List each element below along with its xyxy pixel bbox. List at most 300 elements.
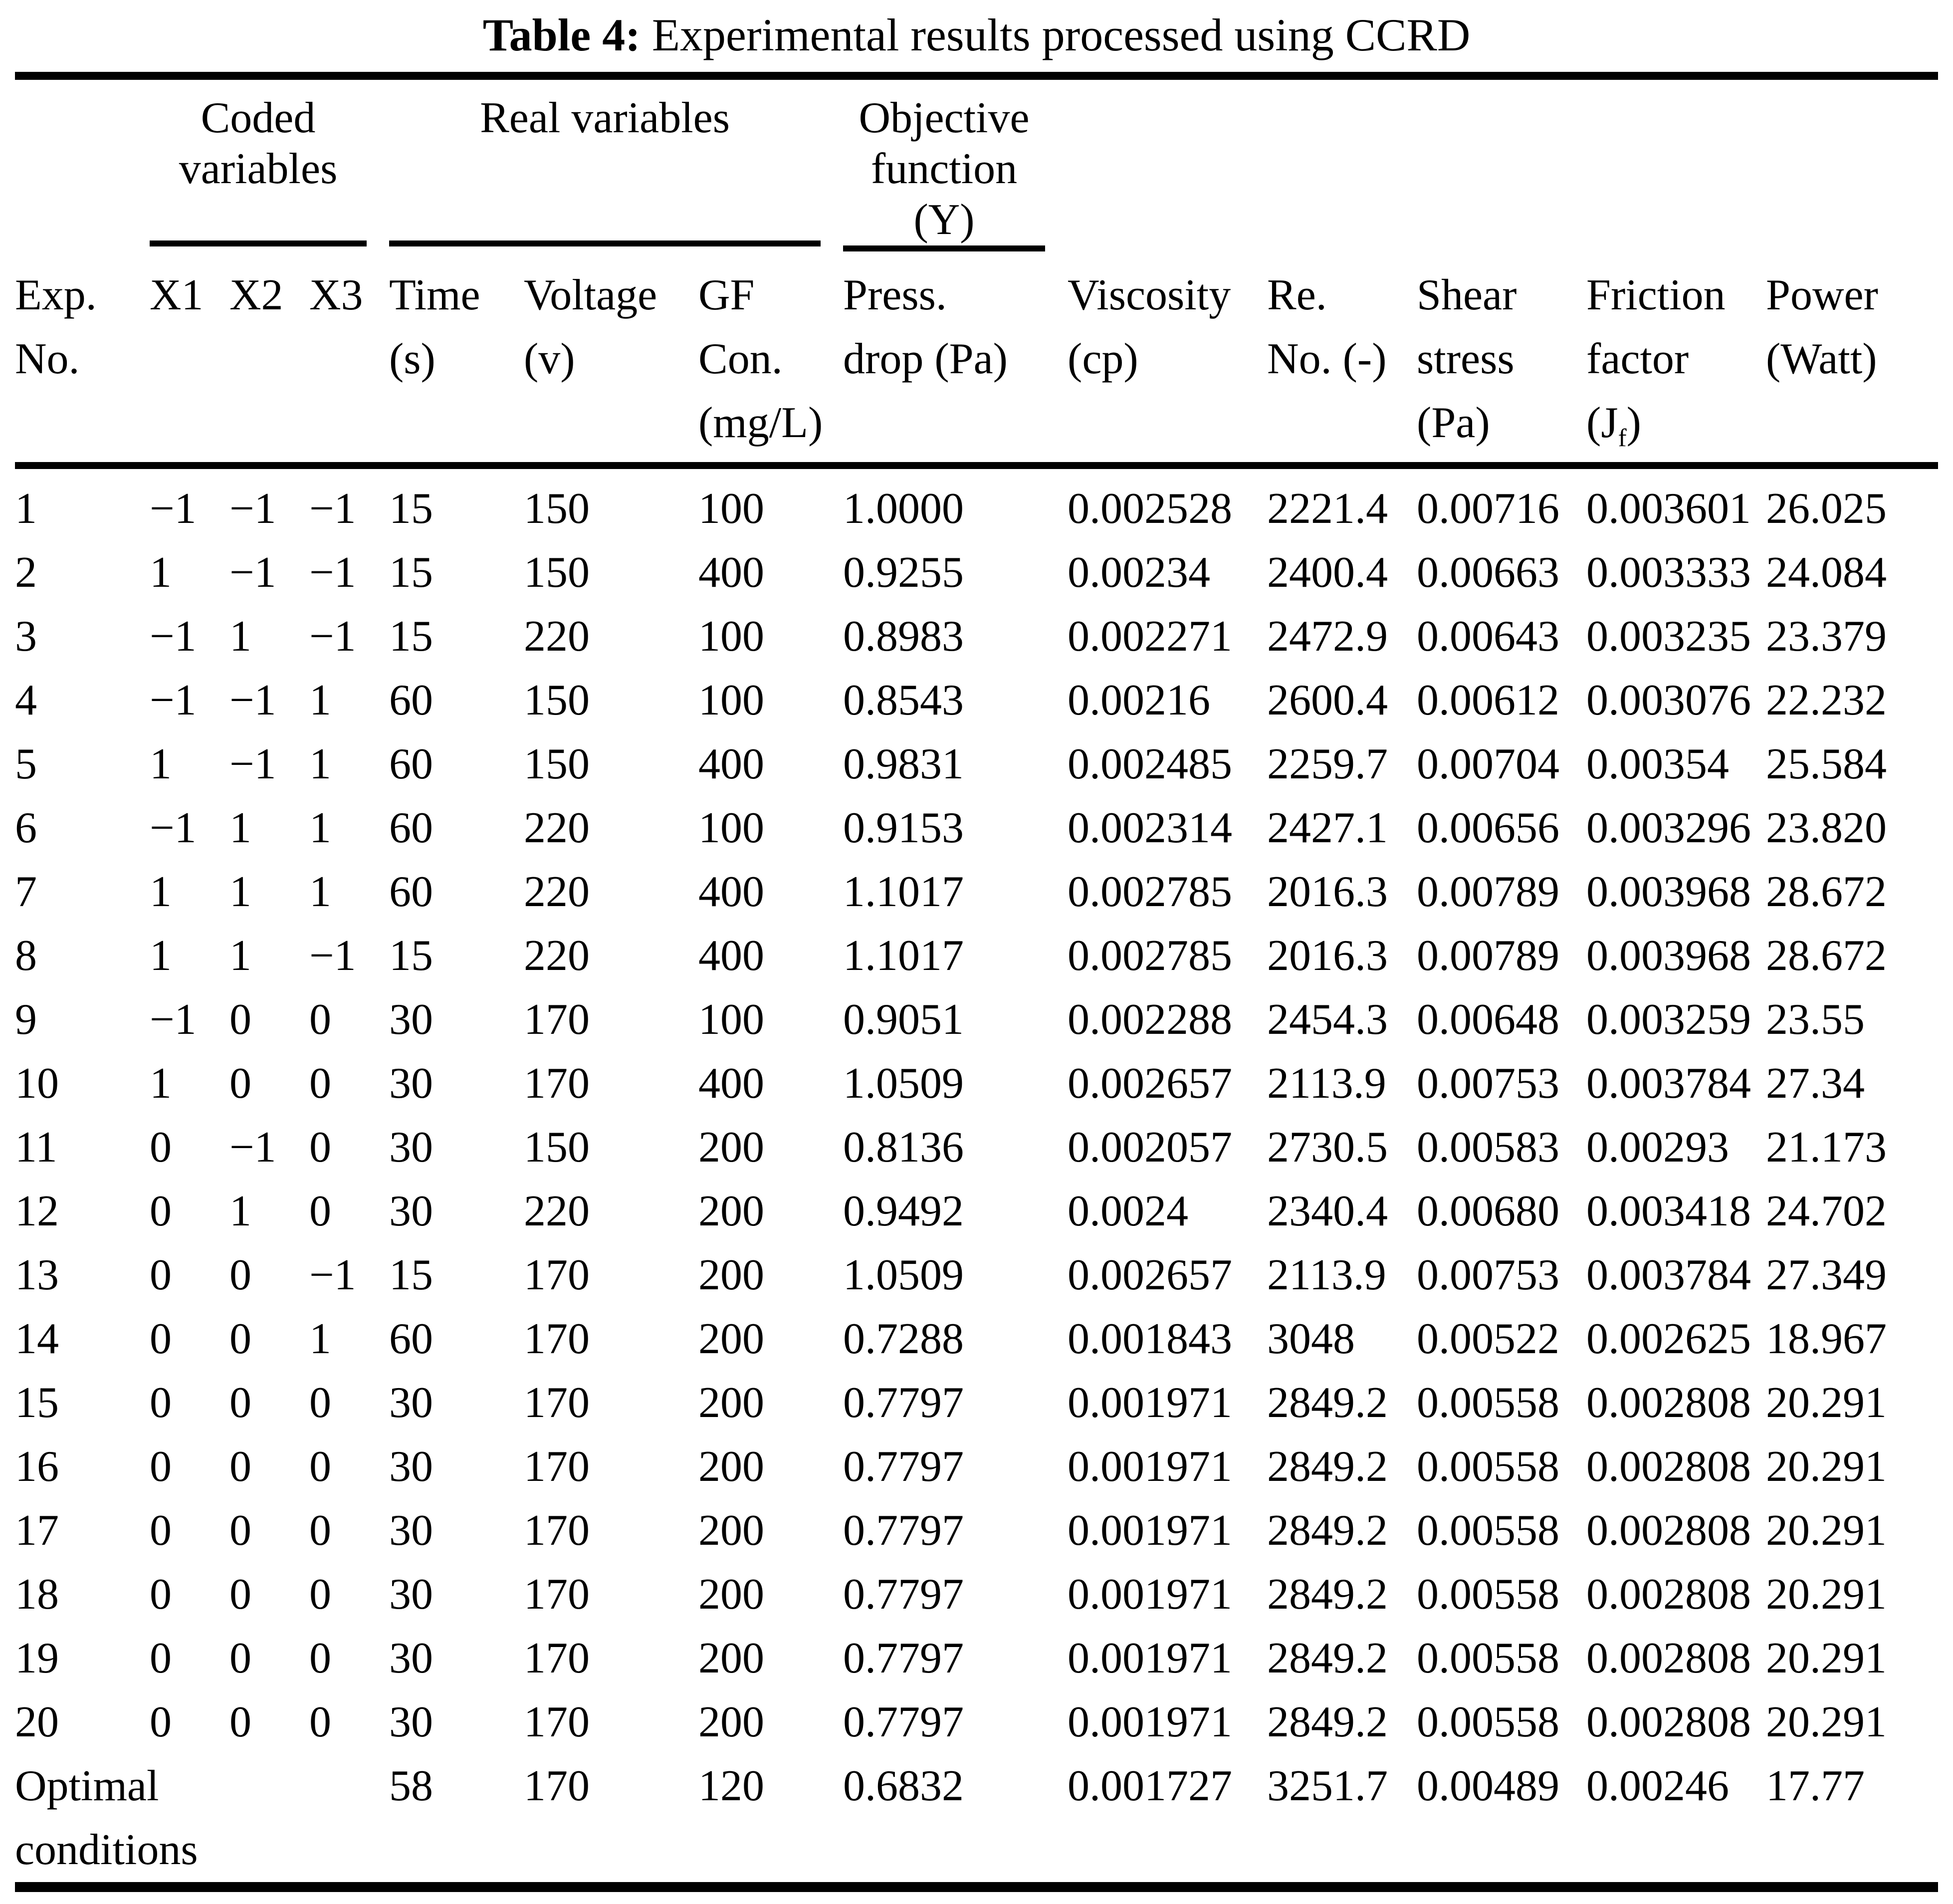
group-label: [389, 93, 821, 144]
cell-4-re-no: 2600.4: [1267, 676, 1388, 724]
cell-1-x1: −1: [150, 484, 197, 533]
header-line: Voltage: [524, 271, 657, 319]
cell-15-exp-no: 15: [15, 1379, 59, 1427]
cell-12-x1: 0: [150, 1187, 172, 1235]
cell-5-power: 25.584: [1766, 740, 1887, 788]
cell-5-press-drop: 0.9831: [843, 740, 964, 788]
table-row: [15, 1371, 1938, 1435]
group-label-line: Real variables: [480, 94, 730, 142]
cell-11-friction-factor: 0.00293: [1586, 1123, 1730, 1172]
group-label-line: variables: [179, 145, 338, 193]
header-line: (v): [524, 335, 575, 383]
optimal-label-line: Optimal: [15, 1762, 159, 1810]
cell-7-voltage: 220: [524, 868, 590, 916]
group-rule: [389, 93, 821, 246]
cell-6-x1: −1: [150, 804, 197, 852]
cell-11-power: 21.173: [1766, 1123, 1887, 1172]
cell-8-re-no: 2016.3: [1267, 932, 1388, 980]
table-row: [15, 605, 1938, 669]
table-row: [15, 1243, 1938, 1307]
cell-13-viscosity: 0.002657: [1068, 1251, 1233, 1299]
cell-16-time: 30: [389, 1442, 433, 1491]
cell-5-voltage: 150: [524, 740, 590, 788]
group-rule: [843, 93, 1045, 251]
table-row: [15, 541, 1938, 605]
cell-11-press-drop: 0.8136: [843, 1123, 964, 1172]
cell-3-x3: −1: [309, 612, 356, 661]
group-label: [843, 93, 1045, 245]
cell-optimal-voltage: 170: [524, 1762, 590, 1810]
cell-15-viscosity: 0.001971: [1068, 1379, 1233, 1427]
cell-16-friction-factor: 0.002808: [1586, 1442, 1751, 1491]
cell-10-re-no: 2113.9: [1267, 1059, 1386, 1108]
optimal-conditions-row: [15, 1754, 1938, 1887]
cell-13-voltage: 170: [524, 1251, 590, 1299]
cell-4-gf-con: 100: [698, 676, 764, 724]
cell-16-re-no: 2849.2: [1267, 1442, 1388, 1491]
cell-8-time: 15: [389, 932, 433, 980]
header-line: (mg/L): [698, 399, 823, 447]
cell-9-re-no: 2454.3: [1267, 995, 1388, 1044]
cell-10-exp-no: 10: [15, 1059, 59, 1108]
header-line: (s): [389, 335, 435, 383]
cell-15-x3: 0: [309, 1379, 331, 1427]
cell-2-viscosity: 0.00234: [1068, 548, 1211, 597]
cell-2-exp-no: 2: [15, 548, 37, 597]
cell-10-time: 30: [389, 1059, 433, 1108]
cell-12-shear-stress: 0.00680: [1417, 1187, 1560, 1235]
cell-17-voltage: 170: [524, 1506, 590, 1555]
cell-13-exp-no: 13: [15, 1251, 59, 1299]
cell-8-friction-factor: 0.003968: [1586, 932, 1751, 980]
group-label-line: (Y): [913, 196, 975, 244]
cell-12-power: 24.702: [1766, 1187, 1887, 1235]
cell-10-press-drop: 1.0509: [843, 1059, 964, 1108]
cell-9-shear-stress: 0.00648: [1417, 995, 1560, 1044]
group-label-line: function: [870, 145, 1018, 193]
cell-8-x2: 1: [229, 932, 251, 980]
cell-5-friction-factor: 0.00354: [1586, 740, 1730, 788]
cell-10-shear-stress: 0.00753: [1417, 1059, 1560, 1108]
cell-10-voltage: 170: [524, 1059, 590, 1108]
cell-17-friction-factor: 0.002808: [1586, 1506, 1751, 1555]
cell-11-voltage: 150: [524, 1123, 590, 1172]
cell-4-exp-no: 4: [15, 676, 37, 724]
cell-8-shear-stress: 0.00789: [1417, 932, 1560, 980]
table-row: [15, 669, 1938, 732]
header-line: X2: [229, 271, 283, 319]
cell-16-power: 20.291: [1766, 1442, 1887, 1491]
cell-3-power: 23.379: [1766, 612, 1887, 661]
cell-9-exp-no: 9: [15, 995, 37, 1044]
table-row: [15, 1052, 1938, 1116]
cell-20-power: 20.291: [1766, 1698, 1887, 1746]
table-caption-text: Experimental results processed using CCRD: [640, 9, 1471, 60]
cell-8-x3: −1: [309, 932, 356, 980]
cell-5-x1: 1: [150, 740, 172, 788]
cell-3-time: 15: [389, 612, 433, 661]
cell-10-x2: 0: [229, 1059, 251, 1108]
cell-5-shear-stress: 0.00704: [1417, 740, 1560, 788]
cell-15-x2: 0: [229, 1379, 251, 1427]
cell-optimal-label: [15, 1754, 389, 1887]
cell-4-x1: −1: [150, 676, 197, 724]
cell-17-power: 20.291: [1766, 1506, 1887, 1555]
cell-6-voltage: 220: [524, 804, 590, 852]
cell-7-exp-no: 7: [15, 868, 37, 916]
cell-9-x1: −1: [150, 995, 197, 1044]
cell-optimal-shear-stress: 0.00489: [1417, 1762, 1560, 1810]
cell-8-press-drop: 1.1017: [843, 932, 964, 980]
group-spacer-left: [15, 76, 150, 251]
cell-5-exp-no: 5: [15, 740, 37, 788]
cell-3-x1: −1: [150, 612, 197, 661]
subscript: f: [1618, 424, 1627, 453]
header-viscosity: [1068, 251, 1267, 466]
header-friction-factor: Friction factor $(J_f)$: [1586, 251, 1766, 466]
cell-15-power: 20.291: [1766, 1379, 1887, 1427]
cell-9-voltage: 170: [524, 995, 590, 1044]
cell-18-x3: 0: [309, 1570, 331, 1619]
cell-15-voltage: 170: [524, 1379, 590, 1427]
cell-12-time: 30: [389, 1187, 433, 1235]
cell-7-press-drop: 1.1017: [843, 868, 964, 916]
cell-15-x1: 0: [150, 1379, 172, 1427]
cell-18-power: 20.291: [1766, 1570, 1887, 1619]
ccrd-results-table: [15, 72, 1938, 1892]
header-line: stress: [1417, 335, 1515, 383]
table-row: [15, 796, 1938, 860]
cell-11-time: 30: [389, 1123, 433, 1172]
cell-6-press-drop: 0.9153: [843, 804, 964, 852]
cell-10-x3: 0: [309, 1059, 331, 1108]
cell-20-x3: 0: [309, 1698, 331, 1746]
cell-4-voltage: 150: [524, 676, 590, 724]
cell-4-friction-factor: 0.003076: [1586, 676, 1751, 724]
header-x2: [229, 251, 309, 466]
cell-13-shear-stress: 0.00753: [1417, 1251, 1560, 1299]
cell-14-friction-factor: 0.002625: [1586, 1315, 1751, 1363]
cell-7-x2: 1: [229, 868, 251, 916]
cell-6-friction-factor: 0.003296: [1586, 804, 1751, 852]
cell-19-x1: 0: [150, 1634, 172, 1682]
cell-15-gf-con: 200: [698, 1379, 764, 1427]
header-gf-con: [698, 251, 843, 466]
group-header-row: [15, 76, 1938, 251]
cell-20-viscosity: 0.001971: [1068, 1698, 1233, 1746]
group-label-line: Objective: [859, 94, 1030, 142]
cell-20-time: 30: [389, 1698, 433, 1746]
cell-9-gf-con: 100: [698, 995, 764, 1044]
cell-2-x3: −1: [309, 548, 356, 597]
cell-14-time: 60: [389, 1315, 433, 1363]
cell-18-x1: 0: [150, 1570, 172, 1619]
cell-1-gf-con: 100: [698, 484, 764, 533]
cell-18-viscosity: 0.001971: [1068, 1570, 1233, 1619]
group-real-variables: [389, 76, 843, 251]
header-line: Shear: [1417, 271, 1517, 319]
cell-8-voltage: 220: [524, 932, 590, 980]
table-row: [15, 1435, 1938, 1499]
cell-19-voltage: 170: [524, 1634, 590, 1682]
group-objective-function: [843, 76, 1068, 251]
cell-2-gf-con: 400: [698, 548, 764, 597]
table-row: [15, 1627, 1938, 1690]
cell-13-x1: 0: [150, 1251, 172, 1299]
cell-14-gf-con: 200: [698, 1315, 764, 1363]
cell-16-x2: 0: [229, 1442, 251, 1491]
cell-7-shear-stress: 0.00789: [1417, 868, 1560, 916]
cell-13-x3: −1: [309, 1251, 356, 1299]
cell-7-viscosity: 0.002785: [1068, 868, 1233, 916]
cell-3-re-no: 2472.9: [1267, 612, 1388, 661]
cell-20-x2: 0: [229, 1698, 251, 1746]
cell-19-time: 30: [389, 1634, 433, 1682]
cell-1-power: 26.025: [1766, 484, 1887, 533]
cell-20-re-no: 2849.2: [1267, 1698, 1388, 1746]
cell-6-shear-stress: 0.00656: [1417, 804, 1560, 852]
table-row: [15, 1116, 1938, 1180]
cell-14-press-drop: 0.7288: [843, 1315, 964, 1363]
cell-9-time: 30: [389, 995, 433, 1044]
cell-optimal-gf-con: 120: [698, 1762, 764, 1810]
table-row: [15, 466, 1938, 541]
cell-12-re-no: 2340.4: [1267, 1187, 1388, 1235]
cell-18-time: 30: [389, 1570, 433, 1619]
optimal-label-line: conditions: [15, 1826, 198, 1874]
cell-17-exp-no: 17: [15, 1506, 59, 1555]
cell-6-gf-con: 100: [698, 804, 764, 852]
header-line: Friction: [1586, 271, 1726, 319]
cell-1-time: 15: [389, 484, 433, 533]
cell-14-shear-stress: 0.00522: [1417, 1315, 1560, 1363]
cell-3-exp-no: 3: [15, 612, 37, 661]
cell-7-time: 60: [389, 868, 433, 916]
cell-13-friction-factor: 0.003784: [1586, 1251, 1751, 1299]
cell-19-power: 20.291: [1766, 1634, 1887, 1682]
cell-10-power: 27.34: [1766, 1059, 1865, 1108]
cell-19-re-no: 2849.2: [1267, 1634, 1388, 1682]
header-line: Time: [389, 271, 480, 319]
cell-12-exp-no: 12: [15, 1187, 59, 1235]
cell-11-exp-no: 11: [15, 1123, 57, 1172]
cell-3-shear-stress: 0.00643: [1417, 612, 1560, 661]
cell-7-power: 28.672: [1766, 868, 1887, 916]
cell-8-power: 28.672: [1766, 932, 1887, 980]
table-row: [15, 988, 1938, 1052]
cell-20-press-drop: 0.7797: [843, 1698, 964, 1746]
cell-optimal-viscosity: 0.001727: [1068, 1762, 1233, 1810]
cell-19-x3: 0: [309, 1634, 331, 1682]
header-x3: [309, 251, 389, 466]
cell-12-friction-factor: 0.003418: [1586, 1187, 1751, 1235]
cell-1-x2: −1: [229, 484, 276, 533]
cell-optimal-re-no: 3251.7: [1267, 1762, 1388, 1810]
cell-6-time: 60: [389, 804, 433, 852]
table-row: [15, 732, 1938, 796]
cell-12-gf-con: 200: [698, 1187, 764, 1235]
cell-18-shear-stress: 0.00558: [1417, 1570, 1560, 1619]
cell-2-time: 15: [389, 548, 433, 597]
cell-10-gf-con: 400: [698, 1059, 764, 1108]
cell-17-x3: 0: [309, 1506, 331, 1555]
cell-4-press-drop: 0.8543: [843, 676, 964, 724]
cell-18-re-no: 2849.2: [1267, 1570, 1388, 1619]
cell-6-x3: 1: [309, 804, 331, 852]
cell-17-shear-stress: 0.00558: [1417, 1506, 1560, 1555]
cell-6-exp-no: 6: [15, 804, 37, 852]
cell-2-re-no: 2400.4: [1267, 548, 1388, 597]
header-line: X3: [309, 271, 363, 319]
cell-5-x3: 1: [309, 740, 331, 788]
table-caption-label: Table 4:: [482, 9, 641, 60]
cell-17-re-no: 2849.2: [1267, 1506, 1388, 1555]
cell-6-x2: 1: [229, 804, 251, 852]
cell-2-x2: −1: [229, 548, 276, 597]
cell-12-x3: 0: [309, 1187, 331, 1235]
cell-15-shear-stress: 0.00558: [1417, 1379, 1560, 1427]
cell-9-x2: 0: [229, 995, 251, 1044]
cell-3-friction-factor: 0.003235: [1586, 612, 1751, 661]
cell-11-gf-con: 200: [698, 1123, 764, 1172]
header-re-no: [1267, 251, 1417, 466]
cell-12-viscosity: 0.0024: [1068, 1187, 1189, 1235]
cell-19-friction-factor: 0.002808: [1586, 1634, 1751, 1682]
header-line: factor: [1586, 335, 1689, 383]
cell-20-shear-stress: 0.00558: [1417, 1698, 1560, 1746]
cell-10-x1: 1: [150, 1059, 172, 1108]
cell-20-x1: 0: [150, 1698, 172, 1746]
cell-3-gf-con: 100: [698, 612, 764, 661]
cell-1-voltage: 150: [524, 484, 590, 533]
cell-7-re-no: 2016.3: [1267, 868, 1388, 916]
cell-1-shear-stress: 0.00716: [1417, 484, 1560, 533]
cell-2-x1: 1: [150, 548, 172, 597]
cell-13-press-drop: 1.0509: [843, 1251, 964, 1299]
cell-12-press-drop: 0.9492: [843, 1187, 964, 1235]
cell-optimal-time: 58: [389, 1762, 433, 1810]
header-line: (cp): [1068, 335, 1138, 383]
cell-9-friction-factor: 0.003259: [1586, 995, 1751, 1044]
header-line: Re.: [1267, 271, 1327, 319]
cell-3-press-drop: 0.8983: [843, 612, 964, 661]
cell-optimal-friction-factor: 0.00246: [1586, 1762, 1730, 1810]
cell-13-power: 27.349: [1766, 1251, 1887, 1299]
cell-4-x2: −1: [229, 676, 276, 724]
cell-19-press-drop: 0.7797: [843, 1634, 964, 1682]
cell-7-x3: 1: [309, 868, 331, 916]
cell-18-gf-con: 200: [698, 1570, 764, 1619]
cell-13-gf-con: 200: [698, 1251, 764, 1299]
cell-17-time: 30: [389, 1506, 433, 1555]
cell-11-viscosity: 0.002057: [1068, 1123, 1233, 1172]
cell-11-x2: −1: [229, 1123, 276, 1172]
cell-19-x2: 0: [229, 1634, 251, 1682]
cell-8-x1: 1: [150, 932, 172, 980]
cell-14-power: 18.967: [1766, 1315, 1887, 1363]
cell-17-press-drop: 0.7797: [843, 1506, 964, 1555]
cell-2-shear-stress: 0.00663: [1417, 548, 1560, 597]
cell-14-x3: 1: [309, 1315, 331, 1363]
cell-17-x2: 0: [229, 1506, 251, 1555]
cell-9-power: 23.55: [1766, 995, 1865, 1044]
cell-18-friction-factor: 0.002808: [1586, 1570, 1751, 1619]
cell-13-time: 15: [389, 1251, 433, 1299]
group-rule: [150, 93, 367, 246]
cell-15-friction-factor: 0.002808: [1586, 1379, 1751, 1427]
cell-5-time: 60: [389, 740, 433, 788]
cell-16-shear-stress: 0.00558: [1417, 1442, 1560, 1491]
cell-1-friction-factor: 0.003601: [1586, 484, 1751, 533]
table-row: [15, 1563, 1938, 1627]
cell-7-gf-con: 400: [698, 868, 764, 916]
table-row: [15, 1690, 1938, 1754]
cell-15-re-no: 2849.2: [1267, 1379, 1388, 1427]
header-time: [389, 251, 524, 466]
cell-5-gf-con: 400: [698, 740, 764, 788]
cell-14-viscosity: 0.001843: [1068, 1315, 1233, 1363]
cell-2-power: 24.084: [1766, 548, 1887, 597]
table-caption: [15, 5, 1938, 65]
cell-17-x1: 0: [150, 1506, 172, 1555]
cell-20-exp-no: 20: [15, 1698, 59, 1746]
cell-7-friction-factor: 0.003968: [1586, 868, 1751, 916]
cell-16-exp-no: 16: [15, 1442, 59, 1491]
cell-20-voltage: 170: [524, 1698, 590, 1746]
cell-14-x2: 0: [229, 1315, 251, 1363]
cell-4-viscosity: 0.00216: [1068, 676, 1211, 724]
header-line: Power: [1766, 271, 1878, 319]
cell-optimal-power: 17.77: [1766, 1762, 1865, 1810]
cell-8-viscosity: 0.002785: [1068, 932, 1233, 980]
header-line: Viscosity: [1068, 271, 1231, 319]
cell-10-friction-factor: 0.003784: [1586, 1059, 1751, 1108]
header-press-drop: [843, 251, 1068, 466]
cell-19-shear-stress: 0.00558: [1417, 1634, 1560, 1682]
cell-11-re-no: 2730.5: [1267, 1123, 1388, 1172]
cell-17-viscosity: 0.001971: [1068, 1506, 1233, 1555]
cell-18-voltage: 170: [524, 1570, 590, 1619]
header-power: [1766, 251, 1938, 466]
cell-14-voltage: 170: [524, 1315, 590, 1363]
cell-14-x1: 0: [150, 1315, 172, 1363]
cell-16-voltage: 170: [524, 1442, 590, 1491]
cell-1-viscosity: 0.002528: [1068, 484, 1233, 533]
cell-5-x2: −1: [229, 740, 276, 788]
header-line: Exp.: [15, 271, 97, 319]
cell-14-exp-no: 14: [15, 1315, 59, 1363]
group-label-line: Coded: [201, 94, 316, 142]
cell-18-x2: 0: [229, 1570, 251, 1619]
cell-2-friction-factor: 0.003333: [1586, 548, 1751, 597]
cell-16-x3: 0: [309, 1442, 331, 1491]
group-coded-variables: [150, 76, 389, 251]
table-row: [15, 1180, 1938, 1243]
cell-3-x2: 1: [229, 612, 251, 661]
header-line: X1: [150, 271, 204, 319]
cell-18-press-drop: 0.7797: [843, 1570, 964, 1619]
cell-1-re-no: 2221.4: [1267, 484, 1388, 533]
header-shear-stress: [1417, 251, 1586, 466]
cell-optimal-press-drop: 0.6832: [843, 1762, 964, 1810]
cell-11-shear-stress: 0.00583: [1417, 1123, 1560, 1172]
cell-3-voltage: 220: [524, 612, 590, 661]
cell-19-gf-con: 200: [698, 1634, 764, 1682]
header-line: No. (-): [1267, 335, 1387, 383]
cell-11-x1: 0: [150, 1123, 172, 1172]
cell-1-x3: −1: [309, 484, 356, 533]
cell-3-viscosity: 0.002271: [1068, 612, 1233, 661]
